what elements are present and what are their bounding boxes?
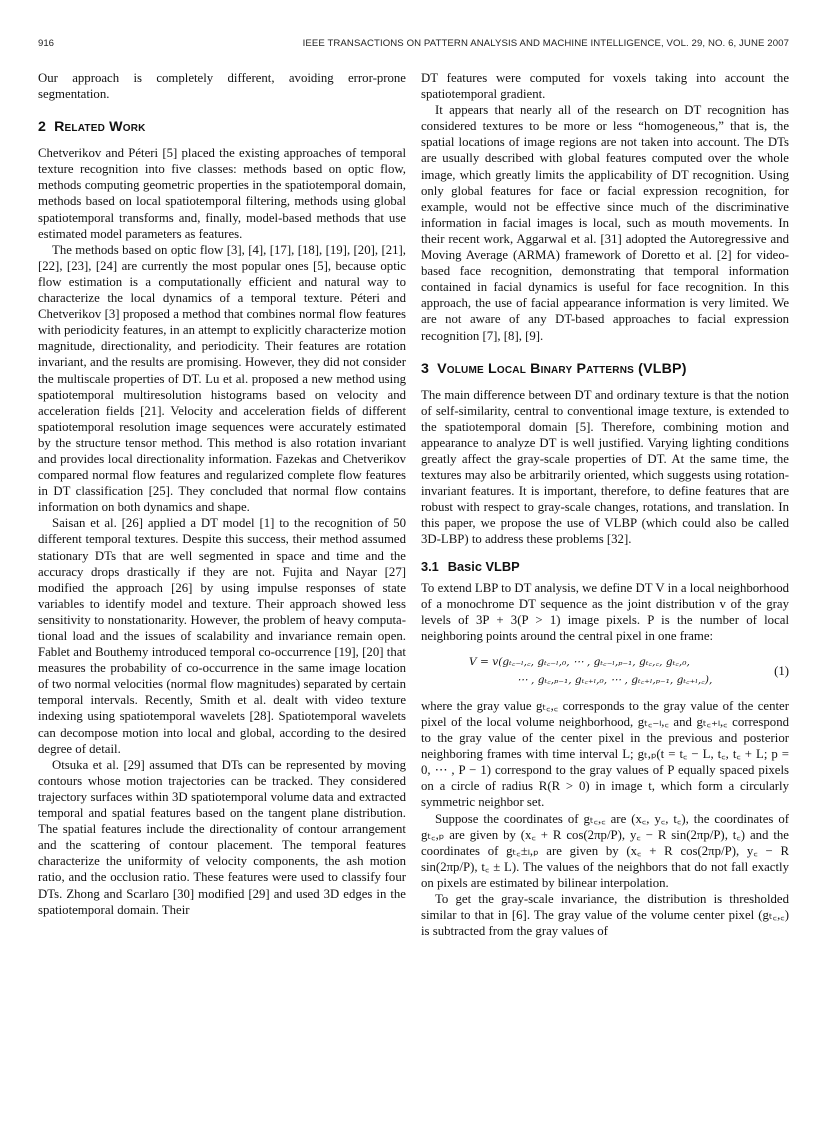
subsection-heading-basic-vlbp xyxy=(421,559,789,575)
equation-line: V = v(gₜ꜀₋ₗ,꜀, gₜ꜀₋ₗ,₀, ⋯ , gₜ꜀₋ₗ,ₚ₋₁, gₜ꜀,꜀, gₜ꜀,₀, xyxy=(469,655,690,668)
equation-number: (1) xyxy=(774,663,789,678)
left-column xyxy=(38,70,406,918)
paragraph: Otsuka et al. [29] assumed that DTs can be represented by moving contours whose motion trajectories can be tracked. They considered trajectory surfaces within 3D spatiotemporal volume data and extracted temporal and spatial features based on the tangent plane distribution. The spatial features include the directionality of contour arrangement and the scattering of contour placement. The temporal features characterize the uniformity of velocity components, the ash motion ratio, and the occlusion ratio. These features were used to classify four DTs. Zhong and Scarlaro [30] modified [29] and used 3D edges in the spatiotemporal domain. Their xyxy=(38,757,406,917)
equation-1 xyxy=(421,651,789,691)
paragraph: Our approach is completely different, avoiding error-prone segmentation. xyxy=(38,71,406,102)
page-number: 916 xyxy=(38,38,55,49)
equation-line: ⋯ , gₜ꜀,ₚ₋₁, gₜ꜀₊ₗ,₀, ⋯ , gₜ꜀₊ₗ,ₚ₋₁, gₜ꜀₊ₗ,꜀), xyxy=(517,673,713,686)
subsection-title: Basic VLBP xyxy=(447,558,520,574)
paragraph: To extend LBP to DT analysis, we define DT V in a local neighborhood of a monochrome DT sequence as the joint distribution v of the gray levels of 3P + 3(P > 1) image pixels. P is the number of local neighboring points around the central pixel in one frame: xyxy=(421,580,789,643)
paragraph: Saisan et al. [26] applied a DT model [1] to the recognition of 50 different temporal textures. Despite this success, their method assumed stationary DTs that are well segmented in space and time and the accuracy drops drastically if they are not. Fujita and Nayar [27] modified the approach [26] by using impulse responses of state variables to identify model and texture. Their approach showed less sensitivity to nonstationarity. However, the problem of heavy computational load and the issues of scalability and invariance remain open. Fablet and Bouthemy introduced temporal co-occurrence [19], [20] that measures the probability of co-occurrence in the same image location of two normal velocities (normal flow magnitudes) separated by certain temporal intervals. Recently, Smith et al. dealt with video texture indexing using spatiotemporal wavelets [28]. Spatiotemporal wavelets can decompose motion into local and global, according to the desired degree of detail. xyxy=(38,516,406,756)
paragraph: where the gray value gₜ꜀,꜀ corresponds to the gray value of the center pixel of the local volume neighborhood, gₜ꜀₋ₗ,꜀ and gₜ꜀₊ₗ,꜀ correspond to the gray value of the center pixel in the previous and posterior neighboring frames with time interval L; gₜ,ₚ(t = t꜀ − L, t꜀, t꜀ + L; p = 0, ⋯ , P − 1) correspond to the gray values of P equally spaced pixels on a circle of radius R(R > 0) in image t, which form a circularly symmetric neighbor set. xyxy=(421,698,789,810)
section-heading-related-work xyxy=(38,118,406,136)
running-header xyxy=(38,38,789,52)
paragraph: DT features were computed for voxels taking into account the spatiotemporal gradient. xyxy=(421,71,789,102)
paragraph: It appears that nearly all of the research on DT recognition has considered textures to be more or less “homogeneous,” that is, the spatial locations of image regions are not taken into account. The DTs are usually described with global features computed over the whole image, which greatly limits the applicability of DT recognition. Using only global features for face or facial expression recognition, for example, would not be effective since much of the discriminative information in facial images is local, such as mouth movements. In their recent work, Aggarwal et al. [31] adopted the Autoregressive and Moving Average (ARMA) framework of Doretto et al. [2] for video-based face recognition, demonstrating that temporal information contained in facial dynamics is useful for face recognition. In this approach, the use of facial appearance information is very limited. We are not aware of any DT-based approaches to facial expression recognition [7], [8], [9]. xyxy=(421,103,789,343)
section-number: 2 xyxy=(38,119,47,136)
paragraph: Chetverikov and Péteri [5] placed the existing approaches of temporal texture recognition into five classes: methods based on optic flow, methods computing geometric properties in the spatiotemporal domain, methods based on local spatiotemporal filtering, methods using global spatiotemporal transforms and, finally, model-based methods that use estimated model parameters as features. xyxy=(38,146,406,241)
right-column xyxy=(421,70,789,939)
section-number: 3 xyxy=(421,360,430,377)
subsection-number: 3.1 xyxy=(421,558,439,574)
section-heading-vlbp xyxy=(421,360,789,378)
section-title: Related Work xyxy=(54,119,146,136)
paragraph: To get the gray-scale invariance, the distribution is thresholded similar to that in [6]. The gray value of the volume center pixel (gₜ꜀,꜀) is subtracted from the gray values of xyxy=(421,892,789,939)
paragraph: The main difference between DT and ordinary texture is that the notion of self-similarity, central to conventional image texture, is extended to the spatiotemporal domain [5]. Therefore, combining motion and appearance to analyze DT is well justified. Varying lighting conditions greatly affect the gray-scale properties of DT. At the same time, the textures may also be arbitrarily oriented, which suggests using rotation-invariant features. It is important, therefore, to define features that are robust with respect to gray-scale changes, rotations, and translation. In this paper, we propose the use of VLBP (which could also be called 3D-LBP) to address these problems [32]. xyxy=(421,387,789,547)
paragraph: Suppose the coordinates of gₜ꜀,꜀ are (x꜀, y꜀, t꜀), the coordinates of gₜ꜀,ₚ are given by (x꜀ + R cos(2πp/P), y꜀ − R sin(2πp/P), t꜀) and the coordinates of gₜ꜀±ₗ,ₚ are given by (x꜀ + R cos(2πp/P), y꜀ − R sin(2πp/P), t꜀ ± L). The values of the neighbors that do not fall exactly on pixels are estimated by bilinear interpolation. xyxy=(421,811,789,890)
running-title: IEEE TRANSACTIONS ON PATTERN ANALYSIS AND MACHINE INTELLIGENCE, VOL. 29, NO. 6, JUNE 2007 xyxy=(302,38,789,49)
section-title: Volume Local Binary Patterns (VLBP) xyxy=(437,360,687,377)
paragraph: The methods based on optic flow [3], [4], [17], [18], [19], [20], [21], [22], [23], [24] are currently the most popular ones [5], because optic flow estimation is a computationally efficient and natural way to characterize the local dynamics of a temporal texture. Péteri and Chetverikov [3] proposed a method that combines normal flow features with periodicity features, in an attempt to explicitly characterize motion magnitude, directionality, and periodicity. Their features are rotation invariant, and the results are promising. However, they did not consider the multiscale properties of DT. Lu et al. proposed a new method using spatiotemporal multiresolution histograms based on velocity and acceleration fields [21]. Velocity and acceleration fields of different spatiotemporal resolution image sequences were accurately estimated by the structure tensor method. This method is also rotation invariant and provides local directionality information. Fazekas and Chetverikov compared normal flow features and regularized complete flow features in DT classification [25]. They concluded that normal flow contains information on both dynamics and shape. xyxy=(38,242,406,515)
